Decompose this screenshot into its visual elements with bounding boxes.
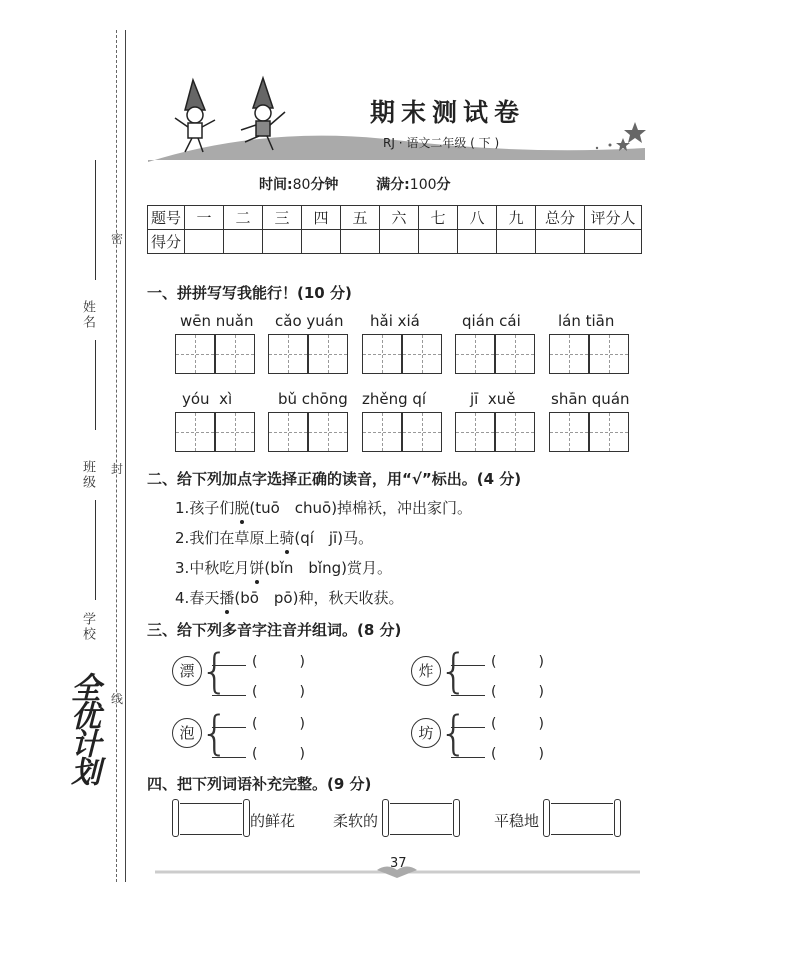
score-cell[interactable] bbox=[419, 230, 458, 254]
pinyin-1: wēn nuǎn bbox=[180, 312, 254, 330]
score-cell[interactable] bbox=[224, 230, 263, 254]
page-title: 期末测试卷 bbox=[370, 98, 526, 127]
polyphone-char-4: 坊 bbox=[411, 718, 441, 748]
answer-line[interactable]: ( ) bbox=[212, 713, 305, 733]
polyphone-char-3: 泡 bbox=[172, 718, 202, 748]
sentence-number: 3. bbox=[175, 559, 190, 577]
brace-icon: { bbox=[200, 706, 230, 760]
word-prefix-3: 平稳地 bbox=[494, 812, 540, 830]
writing-grid[interactable] bbox=[589, 334, 629, 374]
writing-grid[interactable] bbox=[455, 334, 495, 374]
sentence-2 bbox=[175, 527, 373, 548]
dotted-char: 饼 bbox=[249, 559, 265, 577]
writing-grid[interactable] bbox=[455, 412, 495, 452]
sentence-text: 中秋吃月 bbox=[189, 559, 250, 577]
brace-icon: { bbox=[439, 644, 469, 698]
score-unit: 分 bbox=[436, 177, 451, 193]
pinyin-8: zhěng qí bbox=[362, 390, 427, 408]
writing-grid[interactable] bbox=[402, 334, 442, 374]
school-label: 学校 bbox=[80, 612, 95, 642]
table-header-cell: 四 bbox=[302, 206, 341, 230]
writing-grid[interactable] bbox=[215, 334, 255, 374]
time-value: 80 bbox=[292, 177, 311, 193]
section-3-heading: 三、给下列多音字注音并组词。(8 分) bbox=[147, 621, 402, 639]
writing-grid[interactable] bbox=[495, 334, 535, 374]
word-suffix-1: 的鲜花 bbox=[250, 812, 296, 830]
table-header-cell: 三 bbox=[263, 206, 302, 230]
writing-grid[interactable] bbox=[589, 412, 629, 452]
score-cell[interactable] bbox=[585, 230, 642, 254]
word-prefix-2: 柔软的 bbox=[333, 812, 379, 830]
dotted-char: 播 bbox=[219, 589, 235, 607]
writing-grid[interactable] bbox=[268, 412, 308, 452]
table-header-cell: 二 bbox=[224, 206, 263, 230]
table-header-cell: 评分人 bbox=[585, 206, 642, 230]
answer-line[interactable]: ( ) bbox=[212, 681, 305, 701]
margin-line-outer bbox=[125, 30, 126, 882]
scroll-answer-box[interactable] bbox=[551, 803, 613, 835]
writing-grid[interactable] bbox=[308, 412, 348, 452]
name-label: 姓名 bbox=[80, 300, 95, 330]
answer-line[interactable]: ( ) bbox=[212, 651, 305, 671]
writing-grid[interactable] bbox=[215, 412, 255, 452]
writing-grid[interactable] bbox=[362, 412, 402, 452]
score-cell[interactable] bbox=[380, 230, 419, 254]
kid-1-illustration bbox=[175, 80, 215, 152]
pinyin-3: hǎi xiá bbox=[370, 312, 420, 330]
table-header-cell: 题号 bbox=[148, 206, 185, 230]
score-cell[interactable] bbox=[497, 230, 536, 254]
star-icons bbox=[596, 122, 646, 151]
time-score-line bbox=[259, 174, 451, 194]
sentence-number: 4. bbox=[175, 589, 190, 607]
pinyin-10: shān quán bbox=[551, 390, 630, 408]
sentence-options[interactable]: (bǐn bǐng)赏月。 bbox=[264, 559, 392, 577]
seal-xian: 线 bbox=[111, 692, 124, 706]
seal-feng: 封 bbox=[111, 462, 124, 476]
time-unit: 分钟 bbox=[310, 177, 339, 193]
score-cell[interactable] bbox=[536, 230, 585, 254]
sentence-options[interactable]: (qí jī)马。 bbox=[294, 529, 374, 547]
pinyin-7: bǔ chōng bbox=[278, 390, 348, 408]
dotted-char: 脱 bbox=[234, 499, 250, 517]
polyphone-char-2: 炸 bbox=[411, 656, 441, 686]
margin-line-inner bbox=[116, 30, 117, 882]
scroll-answer-box[interactable] bbox=[390, 803, 452, 835]
writing-grid[interactable] bbox=[362, 334, 402, 374]
writing-grid[interactable] bbox=[175, 412, 215, 452]
section-2-heading: 二、给下列加点字选择正确的读音，用“√”标出。(4 分) bbox=[147, 470, 522, 488]
score-table bbox=[147, 205, 642, 254]
brace-icon: { bbox=[439, 706, 469, 760]
score-cell[interactable] bbox=[341, 230, 380, 254]
writing-grid[interactable] bbox=[175, 334, 215, 374]
sentence-options[interactable]: (tuō chuō)掉棉袄，冲出家门。 bbox=[249, 499, 473, 517]
score-cell[interactable] bbox=[185, 230, 224, 254]
answer-line[interactable]: ( ) bbox=[451, 651, 544, 671]
score-value: 100 bbox=[409, 177, 437, 193]
answer-line[interactable]: ( ) bbox=[212, 743, 305, 763]
time-label: 时间: bbox=[259, 177, 293, 193]
sentence-4 bbox=[175, 587, 403, 608]
table-header-cell: 八 bbox=[458, 206, 497, 230]
table-header-cell: 总分 bbox=[536, 206, 585, 230]
name-blank bbox=[95, 160, 96, 280]
section-1-heading: 一、拼拼写写我能行！(10 分) bbox=[147, 284, 352, 302]
sentence-1 bbox=[175, 497, 472, 518]
score-table-score-row bbox=[148, 230, 642, 254]
writing-grid[interactable] bbox=[308, 334, 348, 374]
brace-icon: { bbox=[200, 644, 230, 698]
score-row-label: 得分 bbox=[148, 230, 185, 254]
table-header-cell: 六 bbox=[380, 206, 419, 230]
pinyin-2: cǎo yuán bbox=[275, 312, 344, 330]
seal-mi: 密 bbox=[111, 232, 124, 246]
sentence-number: 2. bbox=[175, 529, 190, 547]
score-table-header-row bbox=[148, 206, 642, 230]
score-cell[interactable] bbox=[302, 230, 341, 254]
class-blank bbox=[95, 500, 96, 600]
brand-logo: 全优计划 bbox=[65, 672, 100, 784]
sentence-number: 1. bbox=[175, 499, 190, 517]
table-header-cell: 九 bbox=[497, 206, 536, 230]
sentence-options[interactable]: (bō pō)种，秋天收获。 bbox=[234, 589, 404, 607]
table-header-cell: 一 bbox=[185, 206, 224, 230]
writing-grid[interactable] bbox=[549, 334, 589, 374]
sentence-text: 我们在草原上 bbox=[189, 529, 280, 547]
section-4-heading: 四、把下列词语补充完整。(9 分) bbox=[147, 775, 372, 793]
sentence-3 bbox=[175, 557, 392, 578]
answer-line[interactable]: ( ) bbox=[451, 713, 544, 733]
name-blank-2 bbox=[95, 340, 96, 430]
score-cell[interactable] bbox=[263, 230, 302, 254]
polyphone-char-1: 漂 bbox=[172, 656, 202, 686]
score-cell[interactable] bbox=[458, 230, 497, 254]
score-label: 满分: bbox=[376, 177, 410, 193]
pinyin-9: jī xuě bbox=[470, 390, 516, 408]
sentence-text: 春天 bbox=[189, 589, 220, 607]
scroll-answer-box[interactable] bbox=[180, 803, 242, 835]
page-subtitle: RJ · 语文二年级 ( 下 ) bbox=[383, 136, 500, 150]
sentence-text: 孩子们 bbox=[189, 499, 235, 517]
table-header-cell: 五 bbox=[341, 206, 380, 230]
dotted-char: 骑 bbox=[279, 529, 295, 547]
answer-line[interactable]: ( ) bbox=[451, 743, 544, 763]
writing-grid[interactable] bbox=[402, 412, 442, 452]
writing-grid[interactable] bbox=[495, 412, 535, 452]
pinyin-5: lán tiān bbox=[558, 312, 615, 330]
pinyin-4: qián cái bbox=[462, 312, 521, 330]
writing-grid[interactable] bbox=[268, 334, 308, 374]
pinyin-6: yóu xì bbox=[182, 390, 233, 408]
table-header-cell: 七 bbox=[419, 206, 458, 230]
page-number: 37 bbox=[390, 856, 407, 871]
answer-line[interactable]: ( ) bbox=[451, 681, 544, 701]
class-label: 班级 bbox=[80, 460, 95, 490]
writing-grid[interactable] bbox=[549, 412, 589, 452]
